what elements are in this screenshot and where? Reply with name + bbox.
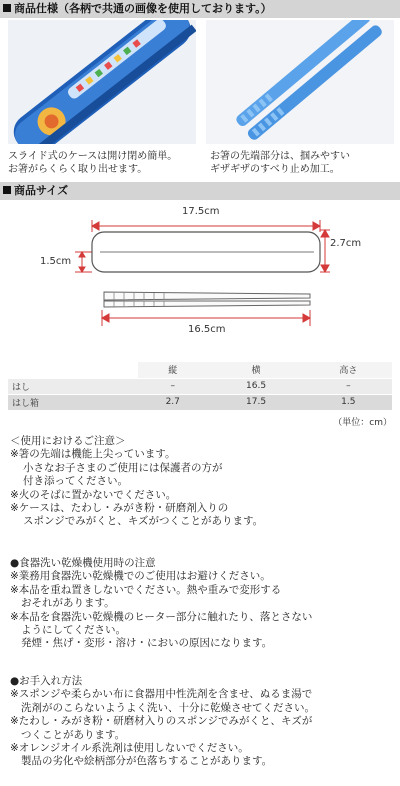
column-header: 縦	[138, 362, 207, 378]
note-line: 小さなお子さまのご使用には保護者の方が	[23, 461, 223, 474]
dishwasher-notes	[10, 557, 312, 651]
note-line: ※オレンジオイル系洗剤は使用しないでください。	[10, 742, 249, 755]
square-bullet-icon	[3, 4, 11, 12]
note-line: ※業務用食器洗い乾燥機でのご使用はお避けください。	[10, 570, 271, 583]
size-section-header	[0, 182, 400, 200]
case-length-label: 17.5cm	[182, 206, 220, 217]
care-notes	[10, 675, 315, 769]
note-line: ※たわし・みがき粉・研磨材入りのスポンジでみがくと、キズが	[10, 715, 313, 728]
care-notes-title: ●お手入れ方法	[10, 675, 83, 687]
table-cell: 1.5	[305, 394, 392, 410]
spec-section-title: 商品仕様（各柄で共通の画像を使用しております。）	[14, 2, 272, 15]
chopsticks-length-label: 16.5cm	[188, 324, 226, 335]
table-header-row	[8, 362, 392, 378]
tips-caption	[210, 150, 350, 176]
note-line: ※スポンジや柔らかい布に食器用中性洗剤を含ませ、ぬるま湯で	[10, 688, 313, 701]
note-line: ※ケースは、たわし・みがき粉・研磨剤入りの	[10, 502, 229, 515]
row-label: はし箱	[8, 394, 138, 410]
case-photo	[8, 20, 196, 144]
dishwasher-notes-title: ●食器洗い乾燥機使用時の注意	[10, 557, 156, 569]
note-line: おそれがあります。	[21, 597, 115, 610]
note-line: 洗剤がのこらないようよく洗い、十分に乾燥させてください。	[21, 701, 315, 714]
case-width-label: 1.5cm	[40, 256, 72, 267]
table-cell: –	[138, 378, 207, 394]
note-line: ようにしてください。	[21, 624, 126, 637]
case-caption	[8, 150, 177, 176]
table-corner-cell	[8, 362, 138, 378]
size-section-title: 商品サイズ	[14, 184, 69, 197]
case-height-label: 2.7cm	[330, 238, 362, 249]
table-cell: 17.5	[207, 394, 304, 410]
note-line: スポンジでみがくと、キズがつくことがあります。	[23, 515, 264, 528]
table-row	[8, 378, 392, 394]
case-caption-line: スライド式のケースは開け閉め簡単。	[8, 151, 178, 162]
square-bullet-icon	[3, 186, 11, 194]
note-line: 製品の劣化や絵柄部分が色落ちすることがあります。	[21, 755, 273, 768]
chopstick-tips-photo	[206, 20, 394, 144]
note-line: つくことがあります。	[21, 728, 126, 741]
table-row	[8, 394, 392, 410]
note-line: ※箸の先端は機能上尖っています。	[10, 448, 176, 461]
spec-table	[8, 362, 392, 411]
tips-caption-line: お箸の先端部分は、掴みやすい	[210, 151, 350, 162]
unit-note: （単位：cm）	[333, 418, 392, 428]
note-line: ※火のそばに置かないでください。	[10, 488, 177, 501]
table-cell: 16.5	[207, 378, 304, 394]
note-line: 発煙・焦げ・変形・溶け・においの原因になります。	[21, 637, 273, 650]
usage-notes	[10, 435, 263, 529]
spec-section-header	[0, 0, 400, 18]
note-line: 付き添ってください。	[23, 475, 128, 488]
note-line: ※本品を食器洗い乾燥機のヒーター部分に触れたり、落とさない	[10, 610, 313, 623]
table-cell: –	[305, 378, 392, 394]
case-caption-line: お箸がらくらく取り出せます。	[8, 164, 148, 175]
tips-caption-line: ギザギザのすべり止め加工。	[210, 164, 340, 175]
table-cell: 2.7	[138, 394, 207, 410]
row-label: はし	[8, 378, 138, 394]
note-line: ※本品を重ね置きしないでください。熱や重みで変形する	[10, 583, 282, 596]
usage-notes-title: ＜使用におけるご注意＞	[10, 435, 126, 447]
column-header: 横	[207, 362, 304, 378]
column-header: 高さ	[305, 362, 392, 378]
